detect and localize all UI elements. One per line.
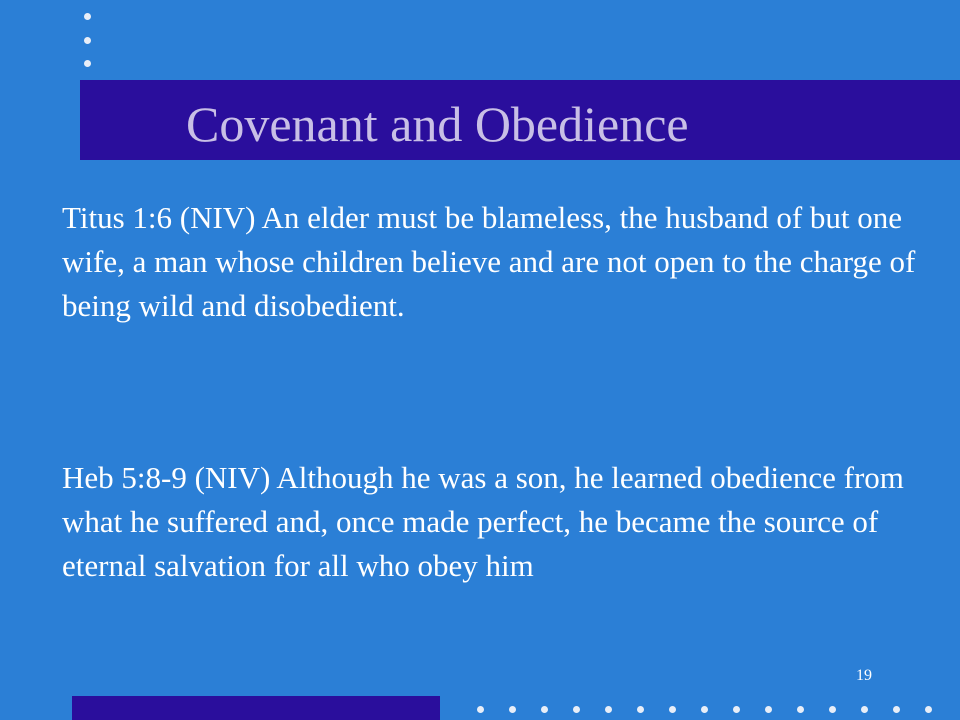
bottom-band [72, 696, 440, 720]
decor-dot-horizontal-1 [477, 706, 484, 713]
slide-title: Covenant and Obedience [186, 96, 689, 152]
page-number: 19 [856, 667, 872, 684]
decor-dot-horizontal-5 [605, 706, 612, 713]
decor-dot-horizontal-13 [861, 706, 868, 713]
decor-dot-vertical-2 [84, 37, 91, 44]
scripture-paragraph-titus: Titus 1:6 (NIV) An elder must be blameless, the husband of but one wife, a man whose children believe and are not open to the charge of being wild and disobedient. [62, 200, 916, 323]
scripture-paragraph-hebrews: Heb 5:8-9 (NIV) Although he was a son, he learned obedience from what he suffered and, once made perfect, he became the source of eternal salvation for all who obey him [62, 460, 904, 583]
decor-dot-vertical-3 [84, 60, 91, 67]
decor-dot-horizontal-3 [541, 706, 548, 713]
decor-dot-horizontal-8 [701, 706, 708, 713]
decor-dot-horizontal-14 [893, 706, 900, 713]
decor-dot-horizontal-11 [797, 706, 804, 713]
decor-dot-horizontal-9 [733, 706, 740, 713]
decor-dot-horizontal-12 [829, 706, 836, 713]
decor-dot-horizontal-2 [509, 706, 516, 713]
decor-dot-horizontal-10 [765, 706, 772, 713]
decor-dot-vertical-1 [84, 13, 91, 20]
decor-dot-horizontal-7 [669, 706, 676, 713]
decor-dot-horizontal-6 [637, 706, 644, 713]
decor-dot-horizontal-15 [925, 706, 932, 713]
decor-dot-horizontal-4 [573, 706, 580, 713]
